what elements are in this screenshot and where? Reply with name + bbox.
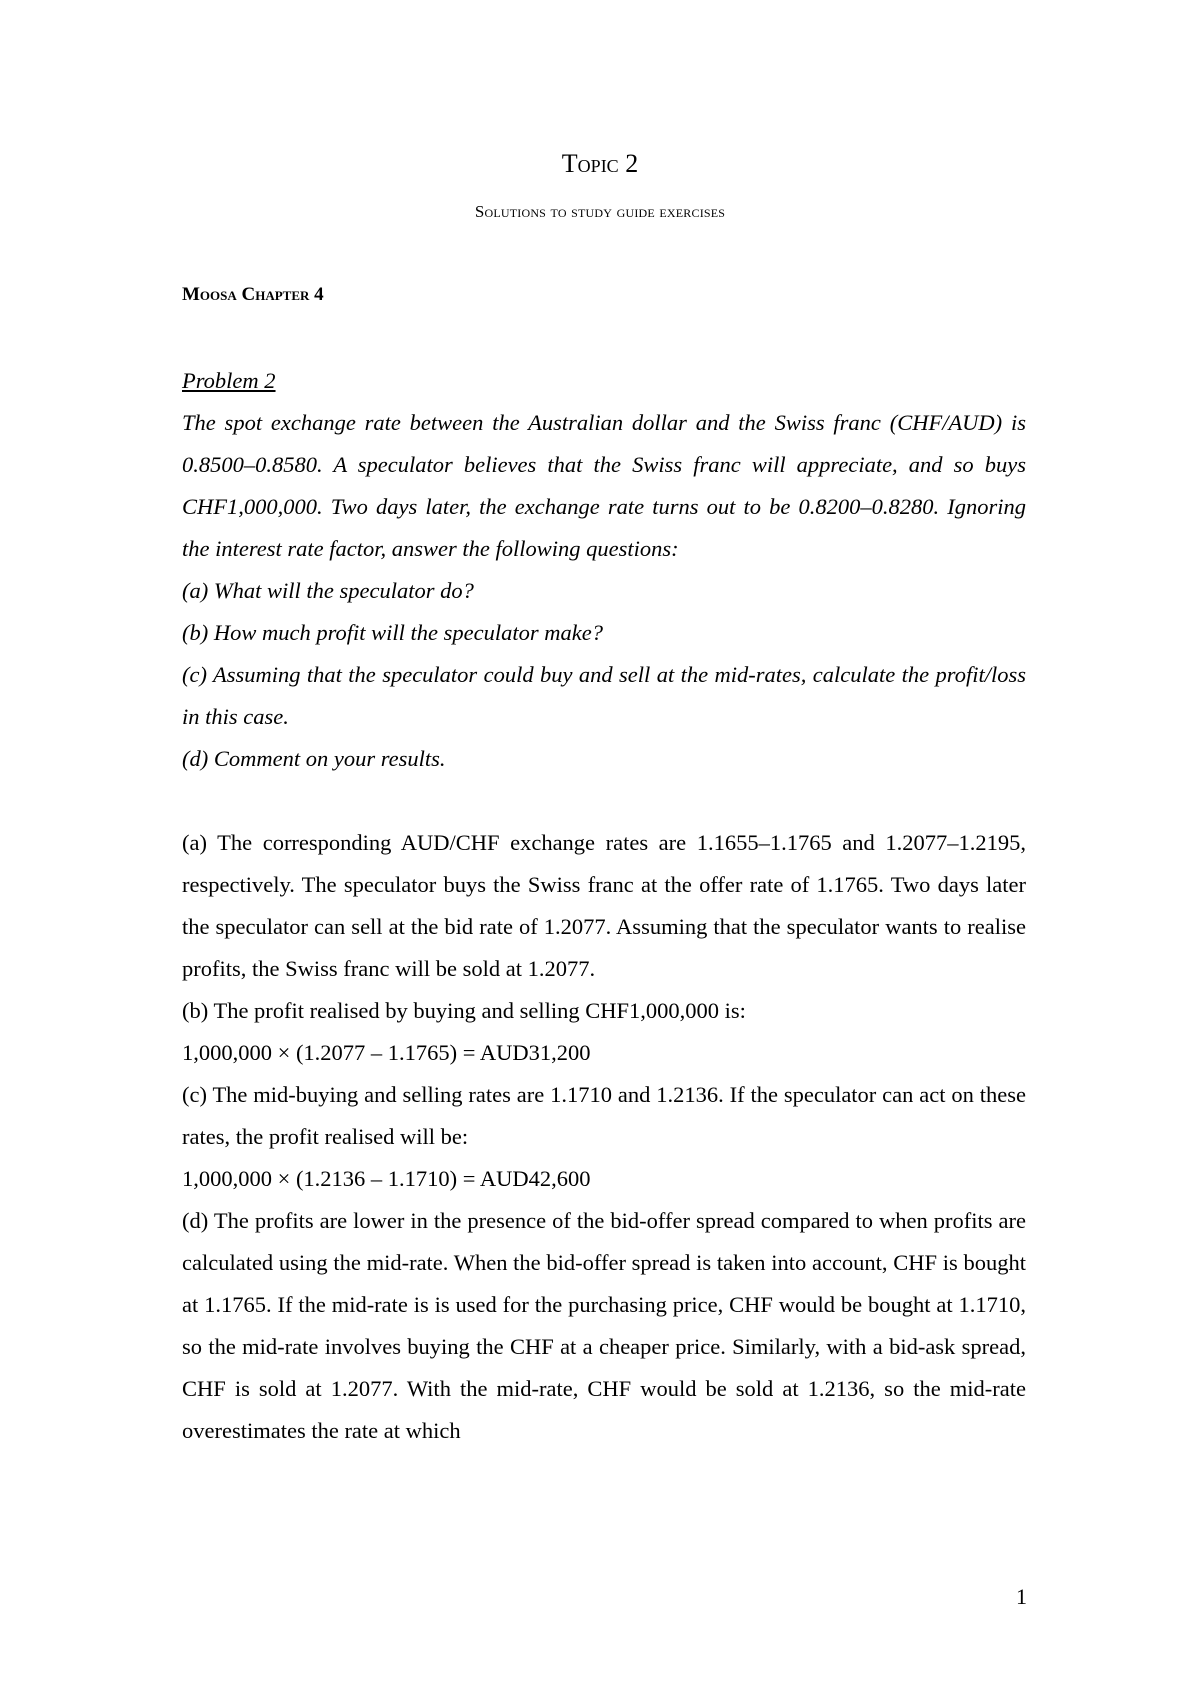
- question-b: (b) How much profit will the speculator make?: [182, 620, 603, 645]
- solution-a: (a) The corresponding AUD/CHF exchange rates are 1.1655–1.1765 and 1.2077–1.2195, respectively. The speculator buys the Swiss franc at the offer rate of 1.1765. Two days later the speculator can sell at the bid rate of 1.2077. Assuming that the speculator wants to realise profits, the Swiss franc will be sold at 1.2077.: [182, 830, 1026, 981]
- page-number: 1: [1016, 1584, 1027, 1609]
- solution-b-formula: 1,000,000 × (1.2077 – 1.1765) = AUD31,200: [182, 1040, 591, 1065]
- question-d: (d) Comment on your results.: [182, 746, 446, 771]
- solution-d: (d) The profits are lower in the presence of the bid-offer spread compared to when profits are calculated using the mid-rate. When the bid-offer spread is taken into account, CHF is bought at 1.1765. If the mid-rate is is used for the purchasing price, CHF would be bought at 1.1710, so the mid-rate involves buying the CHF at a cheaper price. Similarly, with a bid-ask spread, CHF is sold at 1.2077. With the mid-rate, CHF would be sold at 1.2136, so the mid-rate overestimates the rate at which: [182, 1208, 1026, 1443]
- problem-heading: Problem 2: [182, 368, 276, 393]
- section-spacer: [182, 780, 1026, 822]
- solution-b-intro: (b) The profit realised by buying and selling CHF1,000,000 is:: [182, 998, 746, 1023]
- chapter-heading: Moosa Chapter 4: [182, 284, 324, 305]
- solution-c-formula: 1,000,000 × (1.2136 – 1.1710) = AUD42,600: [182, 1166, 591, 1191]
- problem-statement: The spot exchange rate between the Australian dollar and the Swiss franc (CHF/AUD) is 0.8500–0.8580. A speculator believes that the Swiss franc will appreciate, and so buys CHF1,000,000. Two days later, the exchange rate turns out to be 0.8200–0.8280. Ignoring the interest rate factor, answer the following questions:: [182, 410, 1026, 561]
- question-c: (c) Assuming that the speculator could buy and sell at the mid-rates, calculate the profit/loss in this case.: [182, 662, 1026, 729]
- question-a: (a) What will the speculator do?: [182, 578, 474, 603]
- solution-c-intro: (c) The mid-buying and selling rates are 1.1710 and 1.2136. If the speculator can act on these rates, the profit realised will be:: [182, 1082, 1026, 1149]
- document-subtitle: Solutions to study guide exercises: [474, 202, 726, 221]
- document-body: [182, 360, 1026, 1452]
- topic-title: Topic 2: [561, 149, 639, 178]
